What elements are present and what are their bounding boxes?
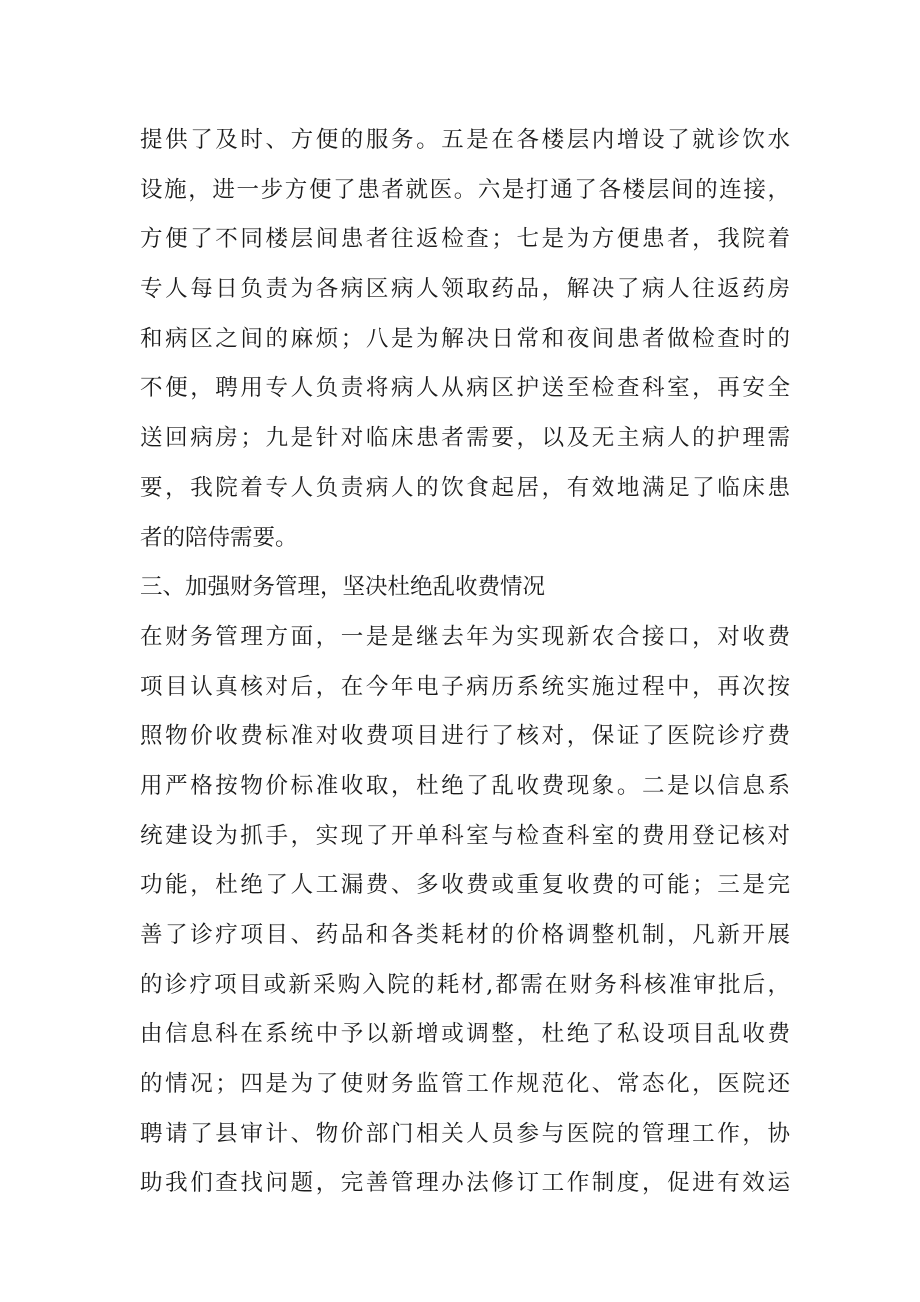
document-body <box>140 116 790 1209</box>
text-line: 不便，聘用专人负责将病人从病区护送至检查科室，再安全 <box>140 375 790 402</box>
text-line: 聘请了县审计、物价部门相关人员参与医院的管理工作，协 <box>140 1120 790 1147</box>
text-line: 统建设为抓手，实现了开单科室与检查科室的费用登记核对 <box>140 822 790 849</box>
text-line: 专人每日负责为各病区病人领取药品，解决了病人往返药房 <box>140 276 790 303</box>
text-line: 送回病房；九是针对临床患者需要，以及无主病人的护理需 <box>140 425 790 452</box>
text-line: 功能，杜绝了人工漏费、多收费或重复收费的可能；三是完 <box>140 872 790 899</box>
text-line: 要，我院着专人负责病人的饮食起居，有效地满足了临床患 <box>140 474 790 501</box>
text-line: 善了诊疗项目、药品和各类耗材的价格调整机制，凡新开展 <box>140 922 790 948</box>
text-line: 项目认真核对后，在今年电子病历系统实施过程中，再次按 <box>140 673 790 700</box>
text-line: 在财务管理方面，一是是继去年为实现新农合接口，对收费 <box>140 623 790 650</box>
text-line: 和病区之间的麻烦；八是为解决日常和夜间患者做检查时的 <box>140 325 790 352</box>
text-line: 用严格按物价标准收取，杜绝了乱收费现象。二是以信息系 <box>140 772 790 799</box>
text-line: 照物价收费标准对收费项目进行了核对，保证了医院诊疗费 <box>140 723 790 750</box>
text-line: 提供了及时、方便的服务。五是在各楼层内增设了就诊饮水 <box>140 127 790 153</box>
text-line: 的情况；四是为了使财务监管工作规范化、常态化，医院还 <box>140 1071 790 1098</box>
text-line: 者的陪侍需要。 <box>140 524 298 551</box>
text-line: 的诊疗项目或新采购入院的耗材,都需在财务科核准审批后， <box>140 971 790 998</box>
text-line: 助我们查找问题，完善管理办法修订工作制度，促进有效运 <box>140 1170 790 1197</box>
text-line: 设施，进一步方便了患者就医。六是打通了各楼层间的连接， <box>140 176 790 203</box>
section-heading: 三、加强财务管理，坚决杜绝乱收费情况 <box>140 574 546 601</box>
text-line: 由信息科在系统中予以新增或调整，杜绝了私设项目乱收费 <box>140 1021 790 1048</box>
text-line: 方便了不同楼层间患者往返检查；七是为方便患者，我院着 <box>140 226 790 253</box>
